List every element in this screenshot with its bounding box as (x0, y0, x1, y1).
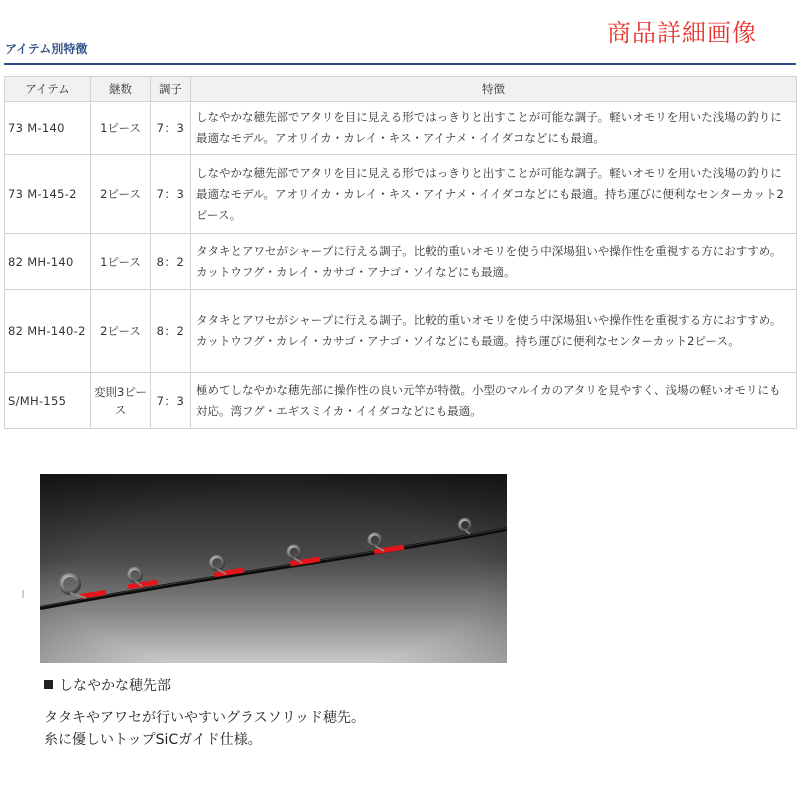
table-row (5, 373, 797, 429)
item-cell: 82 MH-140 (5, 234, 91, 290)
header-feature: 特徴 (191, 77, 797, 102)
item-cell: 82 MH-140-2 (5, 290, 91, 373)
table-row (5, 290, 797, 373)
table-header-row (5, 77, 797, 102)
joints-cell: 1ピース (91, 102, 151, 155)
caption-line: 糸に優しいトップSiCガイド仕様。 (44, 732, 262, 748)
caption-heading-text: しなやかな穂先部 (59, 678, 171, 694)
item-cell: 73 M-145-2 (5, 155, 91, 234)
spec-table (4, 76, 797, 429)
bullet-square-icon (44, 680, 53, 689)
joints-cell: 1ピース (91, 234, 151, 290)
joints-cell: 2ピース (91, 155, 151, 234)
page-heading: 商品詳細画像 (607, 19, 757, 47)
table-row (5, 234, 797, 290)
taper-cell: 7：3 (151, 102, 191, 155)
item-cell: S/MH-155 (5, 373, 91, 429)
taper-cell: 7：3 (151, 155, 191, 234)
taper-cell: 8：2 (151, 290, 191, 373)
caption-heading (44, 677, 171, 695)
rod-tip-photo (40, 474, 507, 663)
joints-cell: 変則3ピース (91, 373, 151, 429)
item-cell: 73 M-140 (5, 102, 91, 155)
feature-cell: タタキとアワセがシャープに行える調子。比較的重いオモリを使う中深場狙いや操作性を重視する方におすすめ。カットウフグ・カレイ・カサゴ・アナゴ・ソイなどにも最適。持ち運びに便利なセンターカット2ピース。 (191, 290, 797, 373)
section-title: アイテム別特徴 (5, 42, 88, 56)
feature-cell: 極めてしなやかな穂先部に操作性の良い元竿が特徴。小型のマルイカのアタリを見やすく、浅場の軽いオモリにも対応。湾フグ・エギスミイカ・イイダコなどにも最適。 (191, 373, 797, 429)
feature-cell: しなやかな穂先部でアタリを目に見える形ではっきりと出すことが可能な調子。軽いオモリを用いた浅場の釣りに最適なモデル。アオリイカ・カレイ・キス・アイナメ・イイダコなどにも最適。 (191, 102, 797, 155)
taper-cell: 8：2 (151, 234, 191, 290)
header-taper: 調子 (151, 77, 191, 102)
feature-cell: しなやかな穂先部でアタリを目に見える形ではっきりと出すことが可能な調子。軽いオモリを用いた浅場の釣りに最適なモデル。アオリイカ・カレイ・キス・アイナメ・イイダコなどにも最適。持ち運びに便利なセンターカット2ピース。 (191, 155, 797, 234)
section-divider (4, 63, 796, 65)
taper-cell: 7：3 (151, 373, 191, 429)
table-row (5, 102, 797, 155)
feature-cell: タタキとアワセがシャープに行える調子。比較的重いオモリを使う中深場狙いや操作性を重視する方におすすめ。カットウフグ・カレイ・カサゴ・アナゴ・ソイなどにも最適。 (191, 234, 797, 290)
caption-line: タタキやアワセが行いやすいグラスソリッド穂先。 (44, 710, 366, 726)
table-row (5, 155, 797, 234)
edge-mark (22, 590, 24, 598)
joints-cell: 2ピース (91, 290, 151, 373)
header-joints: 継数 (91, 77, 151, 102)
header-item: アイテム (5, 77, 91, 102)
